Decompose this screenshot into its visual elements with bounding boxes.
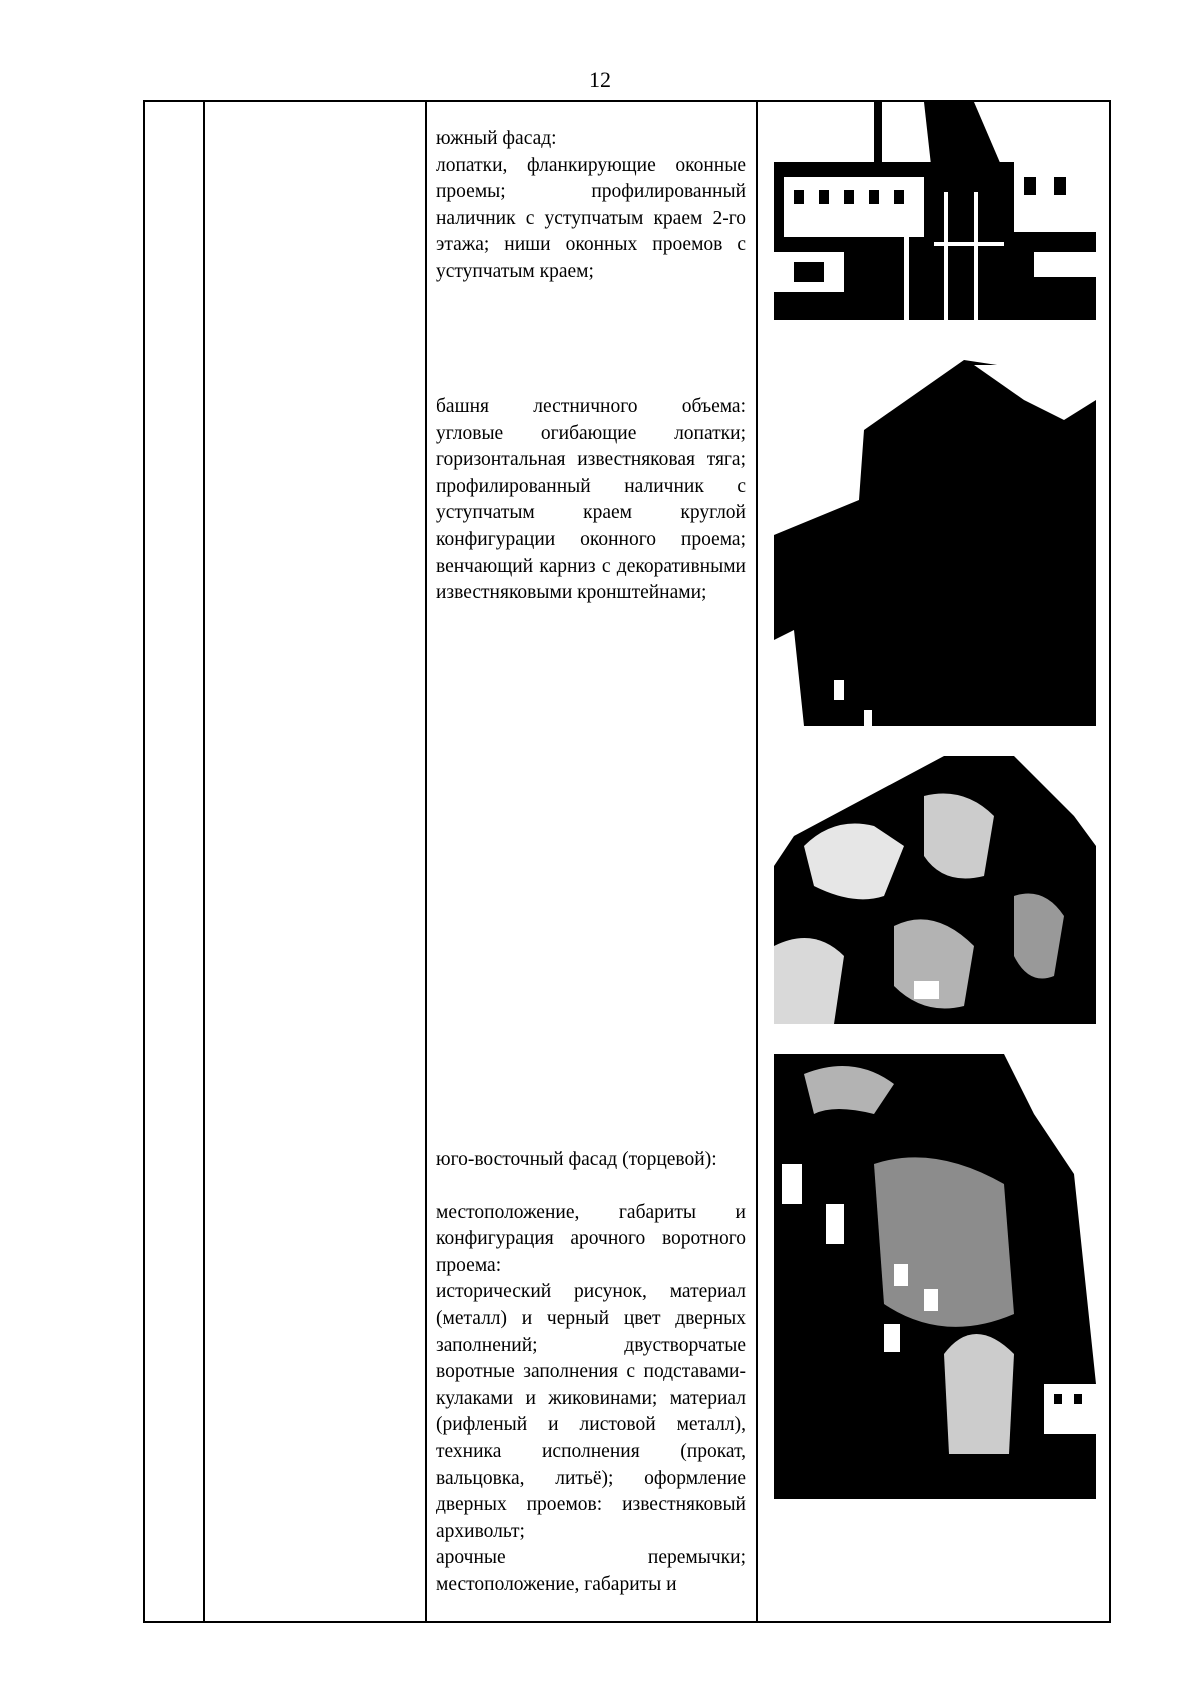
block-paragraph: исторический рисунок, материал (металл) и черный цвет дверных заполнений; двустворчатые воротные заполнения с подставами-кулаками и жиковинами; материал (рифленый и листовой металл), техника исполнения (прокат, вальцовка, литьё); оформление дверных проемов: известняковый архивольт; <box>436 1281 746 1542</box>
block-paragraph: местоположение, габариты и конфигурация арочного воротного проема: <box>436 1201 746 1276</box>
stair-tower-block <box>436 394 746 607</box>
stair-tower-dark-photo <box>774 360 1096 726</box>
column-divider-3 <box>756 100 758 1623</box>
column-divider-1 <box>203 100 205 1623</box>
block-paragraph: угловые огибающие лопатки; горизонтальная известняковая тяга; профилированный наличник с уступчатым краем круглой конфигурации оконного проема; венчающий карниз с декоративными известняковыми кронштейнами; <box>436 422 746 604</box>
block-paragraph: лопатки, фланкирующие оконные проемы; профилированный наличник с уступчатым краем 2-го этажа; ниши оконных проемов с уступчатым краем; <box>436 154 746 282</box>
block-heading: южный фасад: <box>436 128 557 149</box>
south-facade-block <box>436 126 746 286</box>
block-heading: юго-восточный фасад (торцевой): <box>436 1149 717 1170</box>
southeast-facade-block <box>436 1147 746 1599</box>
column-divider-2 <box>425 100 427 1623</box>
industrial-building-photo <box>774 102 1096 320</box>
block-heading: башня лестничного объема: <box>436 396 746 417</box>
stair-tower-cornice-photo <box>774 756 1096 1024</box>
page-number: 12 <box>589 67 611 92</box>
block-paragraph: арочные перемычки; местоположение, габариты и <box>436 1547 746 1595</box>
tower-facade-closeup-photo <box>774 1054 1096 1499</box>
